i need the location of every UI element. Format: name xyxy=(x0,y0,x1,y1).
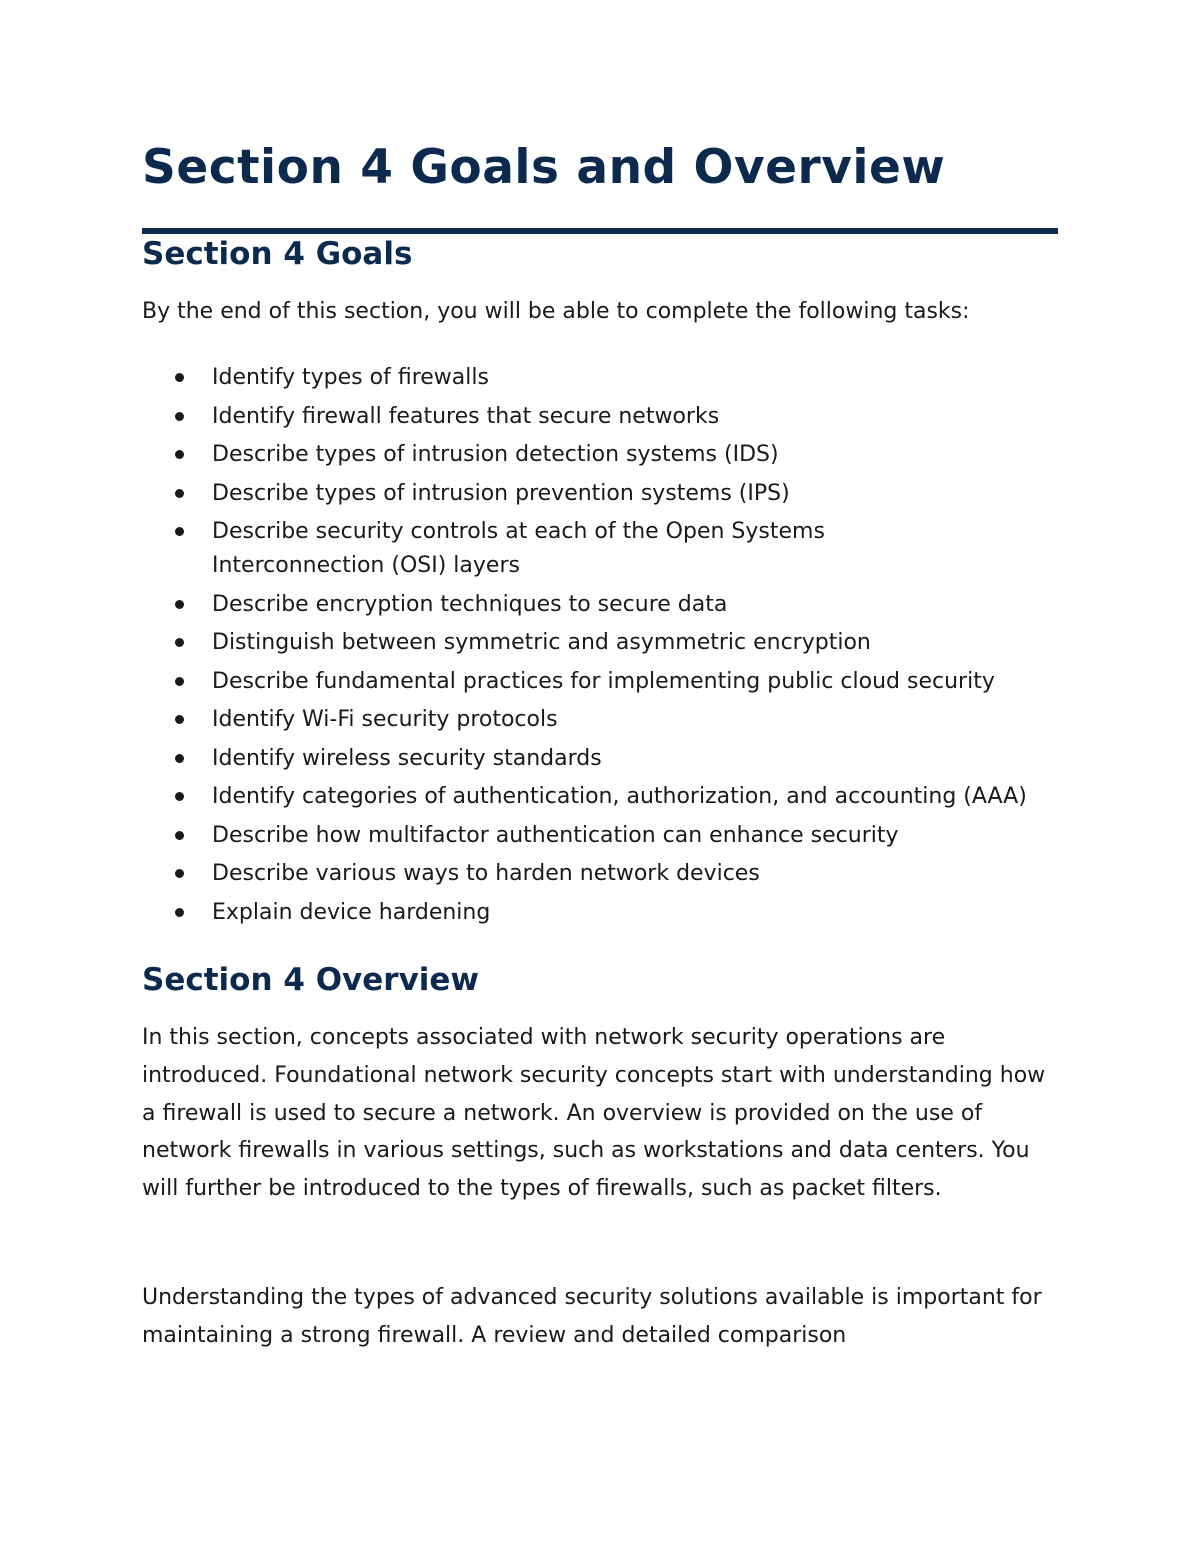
bullet-icon xyxy=(175,412,184,421)
list-item-text: Distinguish between symmetric and asymmetric encryption xyxy=(212,630,871,655)
list-item xyxy=(142,588,1060,622)
goals-list xyxy=(142,361,1060,934)
list-item xyxy=(142,515,952,583)
bullet-icon xyxy=(175,869,184,878)
list-item-text: Identify wireless security standards xyxy=(212,745,602,771)
list-item xyxy=(142,703,1060,737)
list-item xyxy=(142,819,1060,853)
overview-paragraph: Understanding the types of advanced security solutions available is important for maintaining a strong firewall. A review and detailed comparison xyxy=(142,1285,1042,1348)
list-item-text: Describe types of intrusion prevention systems (IPS) xyxy=(212,480,790,506)
bullet-icon xyxy=(175,677,184,686)
list-item xyxy=(142,438,1060,472)
list-item-text: Explain device hardening xyxy=(212,899,491,925)
overview-paragraph: In this section, concepts associated with network security operations are introduced. Foundational network security concepts start with understanding how a firewall is used to secure a network. An overview is provided on the use of network firewalls in various settings, such as workstations and data centers. You will further be introduced to the types of firewalls, such as packet filters. xyxy=(142,1025,1046,1202)
page-title: Section 4 Goals and Overview xyxy=(142,140,946,195)
bullet-icon xyxy=(175,600,184,609)
list-item xyxy=(142,665,1060,699)
list-item-text: Describe various ways to harden network devices xyxy=(212,861,760,886)
list-item-text: Describe types of intrusion detection systems (IDS) xyxy=(212,442,779,467)
bullet-icon xyxy=(175,792,184,801)
list-item-text: Describe encryption techniques to secure data xyxy=(212,591,728,617)
list-item xyxy=(142,626,1060,660)
list-item-text: Describe fundamental practices for implementing public cloud security xyxy=(212,668,995,694)
list-item xyxy=(142,896,1060,930)
list-item-text: Describe security controls at each of the Open Systems Interconnection (OSI) layers xyxy=(212,519,825,578)
bullet-icon xyxy=(175,754,184,763)
bullet-icon xyxy=(175,831,184,840)
list-item-text: Identify types of firewalls xyxy=(212,365,489,390)
list-item xyxy=(142,742,1060,776)
list-item-text: Identify categories of authentication, authorization, and accounting (AAA) xyxy=(212,784,1027,809)
bullet-icon xyxy=(175,489,184,498)
bullet-icon xyxy=(175,527,184,536)
list-item xyxy=(142,477,1060,511)
bullet-icon xyxy=(175,908,184,917)
goals-intro: By the end of this section, you will be able to complete the following tasks: xyxy=(142,299,970,324)
list-item xyxy=(142,361,1060,395)
overview-heading: Section 4 Overview xyxy=(142,962,480,998)
bullet-icon xyxy=(175,450,184,459)
list-item-text: Describe how multifactor authentication can enhance security xyxy=(212,822,899,848)
bullet-icon xyxy=(175,638,184,647)
list-item xyxy=(142,780,1082,814)
list-item-text: Identify Wi-Fi security protocols xyxy=(212,707,558,732)
bullet-icon xyxy=(175,715,184,724)
list-item xyxy=(142,857,1060,891)
list-item xyxy=(142,400,1060,434)
goals-heading: Section 4 Goals xyxy=(142,236,413,272)
list-item-text: Identify firewall features that secure networks xyxy=(212,403,720,429)
bullet-icon xyxy=(175,373,184,382)
